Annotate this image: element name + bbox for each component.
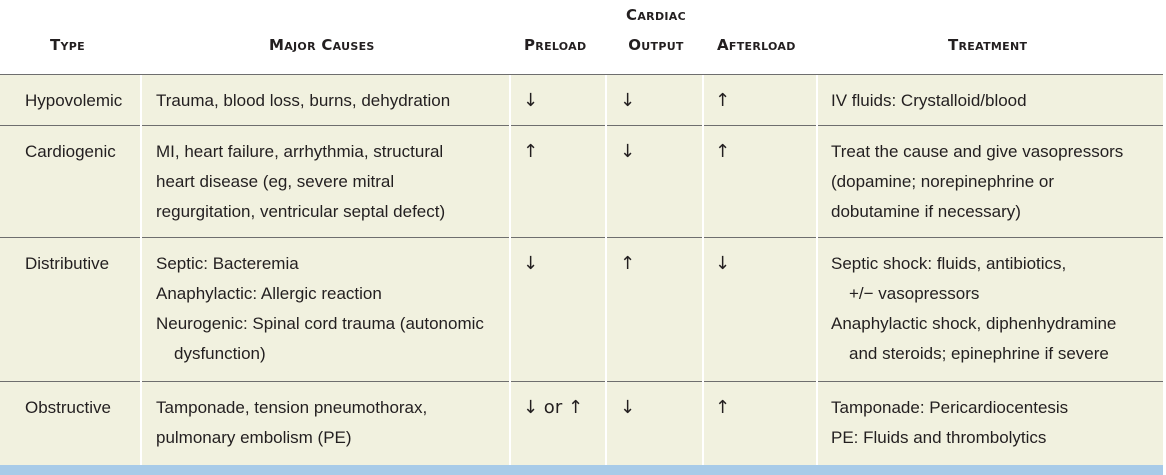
column-divider [509,75,511,466]
treatment-line: Treat the cause and give vasopressors [831,142,1124,161]
cause-line: dysfunction) [174,344,266,363]
cause-line: MI, heart failure, arrhythmia, structural [156,142,444,161]
table-bottom-rule [0,465,1163,475]
cell-causes [156,393,427,453]
cell-treatment [831,393,1068,453]
cell-causes [156,137,445,227]
treatment-line: Septic shock: fluids, antibiotics, [831,254,1067,273]
header-cardiac-output-line-2: Output [628,36,684,54]
cell-preload: ↓ [523,90,539,111]
header-cardiac-output [616,0,696,60]
table-header [0,0,1163,75]
header-cardiac-output-line-1: Cardiac [626,6,686,24]
cell-type: Cardiogenic [25,142,116,161]
cause-line: Septic: Bacteremia [156,254,299,273]
cell-cardiac-output: ↓ [620,141,636,162]
table-row [0,75,1163,126]
table-row [0,382,1163,465]
treatment-line: PE: Fluids and thrombolytics [831,428,1047,447]
table-row [0,238,1163,382]
cause-line: pulmonary embolism (PE) [156,428,352,447]
cell-cardiac-output: ↑ [620,253,636,274]
cell-causes [156,249,484,369]
cause-line: Trauma, blood loss, burns, dehydration [156,91,451,110]
table-row [0,126,1163,238]
header-preload: Preload [524,36,587,54]
header-type: Type [50,36,85,54]
cell-type: Distributive [25,254,110,273]
treatment-line: and steroids; epinephrine if severe [849,344,1109,363]
cell-preload: ↑ [523,141,539,162]
cell-afterload: ↓ [715,253,731,274]
cell-treatment [831,137,1123,227]
cell-afterload: ↑ [715,397,731,418]
cell-type: Hypovolemic [25,91,123,110]
header-major-causes: Major Causes [269,36,375,54]
column-divider [605,75,607,466]
treatment-line: IV fluids: Crystalloid/blood [831,91,1027,110]
header-afterload: Afterload [717,36,796,54]
cell-preload: ↓ [523,253,539,274]
column-divider [702,75,704,466]
cell-afterload: ↑ [715,90,731,111]
column-divider [816,75,818,466]
cause-line: regurgitation, ventricular septal defect) [156,202,446,221]
treatment-line: dobutamine if necessary) [831,202,1021,221]
treatment-line: (dopamine; norepinephrine or [831,172,1055,191]
cell-treatment [831,249,1116,369]
cell-causes [156,86,450,116]
header-treatment: Treatment [948,36,1028,54]
treatment-line: +/− vasopressors [849,284,980,303]
cause-line: Tamponade, tension pneumothorax, [156,398,428,417]
cell-cardiac-output: ↓ [620,397,636,418]
cell-preload: ↓ or ↑ [523,397,584,418]
cell-treatment [831,86,1027,116]
cell-cardiac-output: ↓ [620,90,636,111]
cause-line: heart disease (eg, severe mitral [156,172,395,191]
treatment-line: Anaphylactic shock, diphenhydramine [831,314,1117,333]
cell-type: Obstructive [25,398,111,417]
cause-line: Neurogenic: Spinal cord trauma (autonomic [156,314,484,333]
column-divider [140,75,142,466]
treatment-line: Tamponade: Pericardiocentesis [831,398,1069,417]
cell-afterload: ↑ [715,141,731,162]
cause-line: Anaphylactic: Allergic reaction [156,284,382,303]
